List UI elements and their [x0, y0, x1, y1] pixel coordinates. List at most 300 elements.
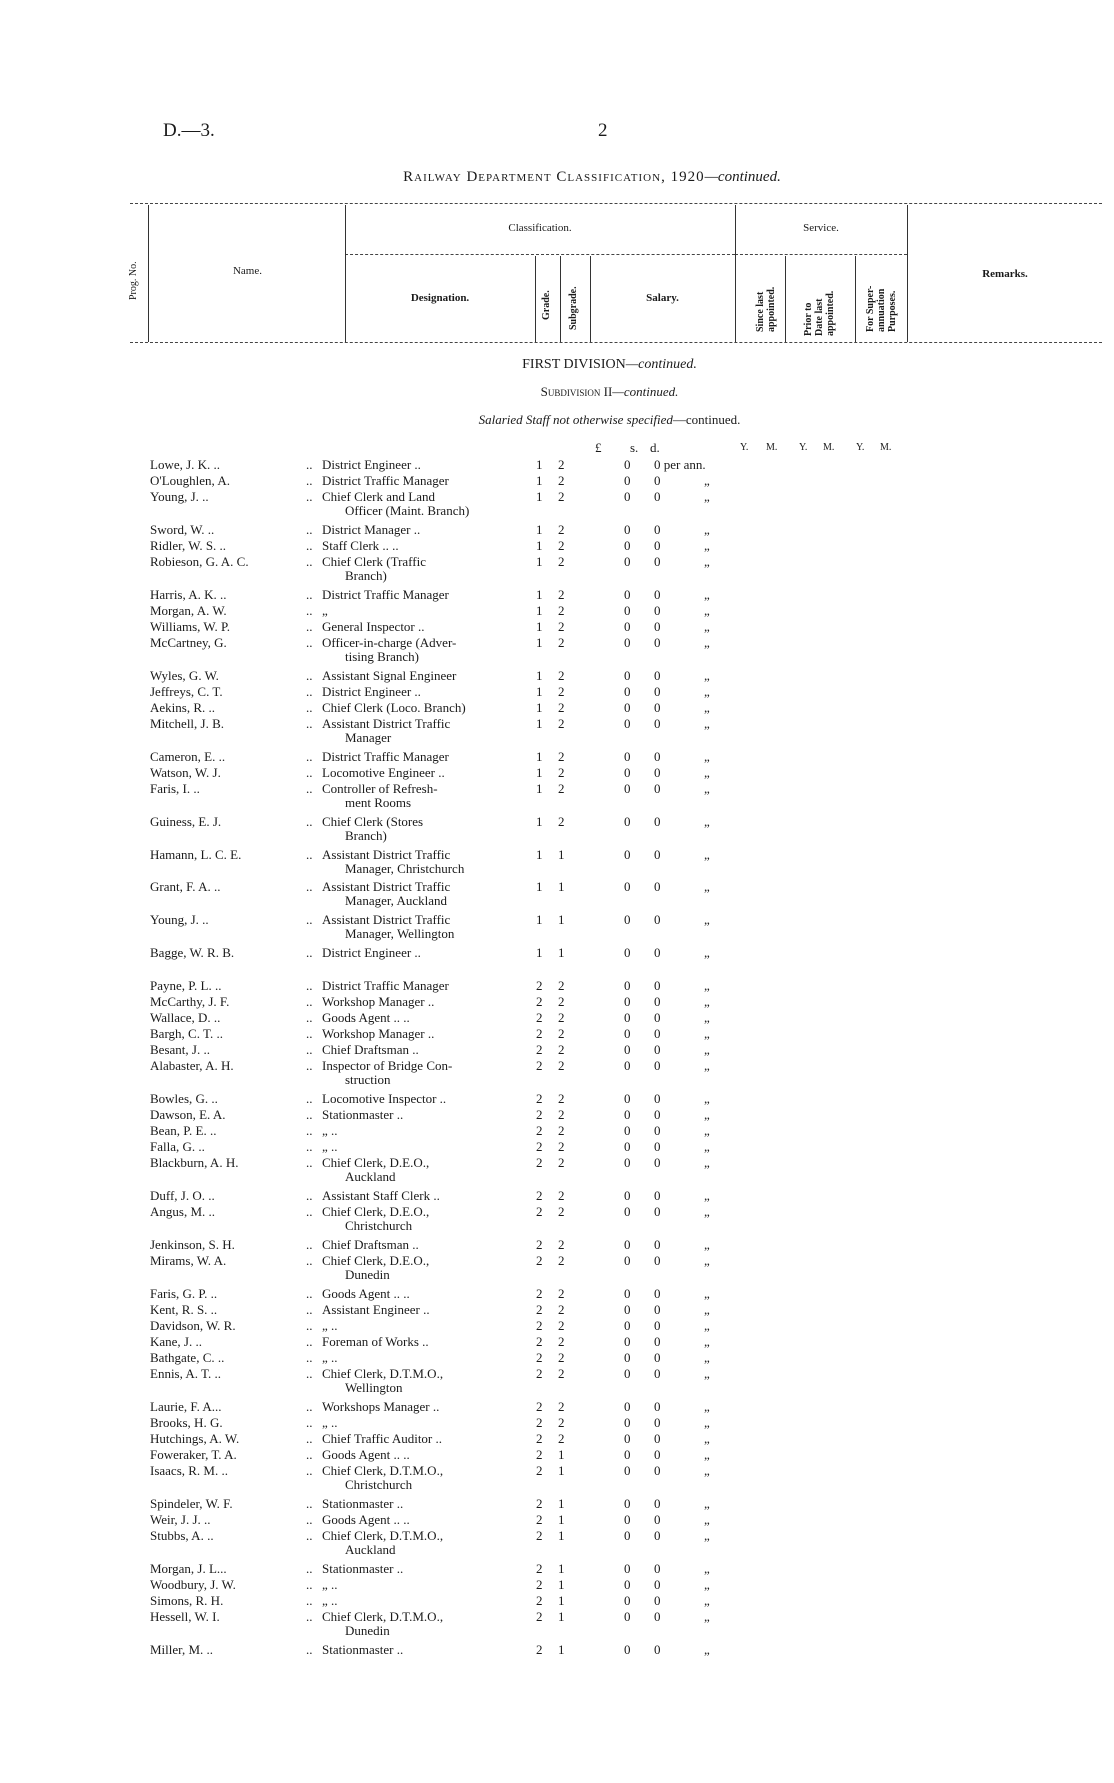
- cell-des-continuation: Officer (Maint. Branch): [345, 503, 470, 518]
- cell-g: 1: [536, 473, 543, 488]
- cell-per: „: [704, 700, 710, 715]
- leader-dots: ..: [306, 1204, 313, 1219]
- service-rule: [735, 254, 907, 255]
- unit-y2: Y.: [799, 442, 808, 453]
- cell-des: District Traffic Manager: [322, 978, 449, 993]
- cell-s: 0: [624, 912, 631, 927]
- cell-des: Assistant Signal Engineer: [322, 668, 457, 683]
- cell-des-continuation: Auckland: [345, 1169, 396, 1184]
- cell-name: Weir, J. J. ..: [150, 1512, 211, 1527]
- division-heading: [0, 357, 1114, 373]
- cell-d: 0: [654, 1528, 661, 1543]
- divider: [535, 256, 536, 342]
- cell-s: 0: [624, 1561, 631, 1576]
- cell-g: 2: [536, 1237, 543, 1252]
- cell-s: 0: [624, 1188, 631, 1203]
- cell-s: 0: [624, 668, 631, 683]
- cell-per: „: [704, 635, 710, 650]
- cell-des: District Engineer ..: [322, 457, 421, 472]
- cell-sg: 1: [558, 945, 565, 960]
- header-salary: Salary.: [646, 292, 679, 304]
- cell-des: General Inspector ..: [322, 619, 425, 634]
- cell-per: „: [704, 603, 710, 618]
- cell-name: Guiness, E. J.: [150, 814, 222, 829]
- cell-name: Wyles, G. W.: [150, 668, 219, 683]
- leader-dots: ..: [306, 1253, 313, 1268]
- cell-name: Jeffreys, C. T.: [150, 684, 223, 699]
- leader-dots: ..: [306, 1286, 313, 1301]
- leader-dots: ..: [306, 522, 313, 537]
- cell-name: Hessell, W. I.: [150, 1609, 220, 1624]
- cell-per: „: [704, 1350, 710, 1365]
- cell-sg: 1: [558, 1463, 565, 1478]
- cell-name: Kent, R. S. ..: [150, 1302, 218, 1317]
- header-for-super: For Super- annuation Purposes.: [865, 285, 898, 332]
- cell-s: 0: [624, 765, 631, 780]
- cell-s: 0: [624, 1042, 631, 1057]
- cell-g: 2: [536, 1253, 543, 1268]
- cell-sg: 2: [558, 1334, 565, 1349]
- cell-sg: 2: [558, 1318, 565, 1333]
- cell-s: 0: [624, 847, 631, 862]
- header-subgrade: Subgrade.: [568, 286, 579, 330]
- cell-name: Sword, W. ..: [150, 522, 215, 537]
- leader-dots: ..: [306, 1188, 313, 1203]
- cell-d: 0: [654, 619, 661, 634]
- leader-dots: ..: [306, 538, 313, 553]
- cell-d: 0: [654, 749, 661, 764]
- cell-sg: 2: [558, 635, 565, 650]
- cell-sg: 2: [558, 1091, 565, 1106]
- cell-s: 0: [624, 1642, 631, 1657]
- cell-s: 0: [624, 603, 631, 618]
- cell-per: „: [704, 538, 710, 553]
- cell-name: Young, J. ..: [150, 912, 209, 927]
- cell-per: „: [704, 1123, 710, 1138]
- leader-dots: ..: [306, 1107, 313, 1122]
- cell-sg: 1: [558, 1642, 565, 1657]
- leader-dots: ..: [306, 978, 313, 993]
- cell-s: 0: [624, 781, 631, 796]
- header-top-rule: [130, 203, 1102, 204]
- cell-sg: 2: [558, 619, 565, 634]
- division-text: FIRST DIVISION: [522, 357, 626, 372]
- unit-m3: M.: [880, 442, 892, 453]
- cell-s: 0: [624, 749, 631, 764]
- cell-s: 0: [624, 1091, 631, 1106]
- cell-d: 0: [654, 1496, 661, 1511]
- cell-sg: 2: [558, 1431, 565, 1446]
- cell-des: District Manager ..: [322, 522, 421, 537]
- leader-dots: ..: [306, 781, 313, 796]
- cell-des: Chief Clerk, D.T.M.O.,: [322, 1609, 444, 1624]
- cell-d: 0: [654, 1042, 661, 1057]
- leader-dots: ..: [306, 1123, 313, 1138]
- cell-s: 0: [624, 1447, 631, 1462]
- cell-per: „: [704, 1091, 710, 1106]
- cell-d: 0: [654, 603, 661, 618]
- cell-d: 0: [654, 1463, 661, 1478]
- leader-dots: ..: [306, 879, 313, 894]
- cell-per: „: [704, 1593, 710, 1608]
- divider: [855, 256, 856, 342]
- cell-sg: 1: [558, 879, 565, 894]
- cell-g: 2: [536, 1091, 543, 1106]
- cell-sg: 1: [558, 1577, 565, 1592]
- cell-name: Payne, P. L. ..: [150, 978, 222, 993]
- cell-des: Chief Draftsman ..: [322, 1042, 419, 1057]
- cell-d: 0: [654, 1415, 661, 1430]
- cell-g: 1: [536, 684, 543, 699]
- cell-s: 0: [624, 700, 631, 715]
- leader-dots: ..: [306, 1334, 313, 1349]
- cell-d: 0: [654, 1447, 661, 1462]
- cell-per: „: [704, 473, 710, 488]
- header-designation: Designation.: [410, 292, 470, 304]
- cell-des: „ ..: [322, 1318, 338, 1333]
- unit-m2: M.: [823, 442, 835, 453]
- cell-sg: 2: [558, 1302, 565, 1317]
- unit-y3: Y.: [856, 442, 865, 453]
- leader-dots: ..: [306, 1350, 313, 1365]
- cell-per: „: [704, 1528, 710, 1543]
- cell-name: Besant, J. ..: [150, 1042, 210, 1057]
- leader-dots: ..: [306, 716, 313, 731]
- cell-s: 0: [624, 1302, 631, 1317]
- cell-d: 0: [654, 781, 661, 796]
- cell-des-continuation: Manager: [345, 730, 392, 745]
- cell-per: „: [704, 684, 710, 699]
- cell-name: Falla, G. ..: [150, 1139, 205, 1154]
- cell-s: 0: [624, 1350, 631, 1365]
- leader-dots: ..: [306, 945, 313, 960]
- cell-g: 2: [536, 1577, 543, 1592]
- cell-sg: 2: [558, 1204, 565, 1219]
- cell-g: 2: [536, 1512, 543, 1527]
- cell-s: 0: [624, 1415, 631, 1430]
- cell-des: Assistant Engineer ..: [322, 1302, 430, 1317]
- leader-dots: ..: [306, 473, 313, 488]
- cell-des: Stationmaster ..: [322, 1107, 404, 1122]
- cell-sg: 2: [558, 1286, 565, 1301]
- cell-des-continuation: Wellington: [345, 1380, 403, 1395]
- leader-dots: ..: [306, 668, 313, 683]
- cell-sg: 1: [558, 847, 565, 862]
- cell-sg: 1: [558, 1496, 565, 1511]
- cell-sg: 2: [558, 1399, 565, 1414]
- cell-per: „: [704, 1253, 710, 1268]
- cell-sg: 2: [558, 684, 565, 699]
- cell-d: 0: [654, 1139, 661, 1154]
- divider: [560, 256, 561, 342]
- cell-per: „: [704, 1010, 710, 1025]
- cell-g: 1: [536, 635, 543, 650]
- cell-des-continuation: Manager, Christchurch: [345, 861, 465, 876]
- cell-name: Morgan, A. W.: [150, 603, 227, 618]
- leader-dots: ..: [306, 1155, 313, 1170]
- leader-dots: ..: [306, 1463, 313, 1478]
- cell-des: Stationmaster ..: [322, 1642, 404, 1657]
- cell-per: „: [704, 1107, 710, 1122]
- cell-des: „ ..: [322, 1139, 338, 1154]
- cell-d: 0: [654, 700, 661, 715]
- cell-sg: 2: [558, 1010, 565, 1025]
- cell-per: „: [704, 1463, 710, 1478]
- header-grade: Grade.: [541, 290, 552, 320]
- cell-s: 0: [624, 1528, 631, 1543]
- cell-d: 0: [654, 1609, 661, 1624]
- cell-des-continuation: tising Branch): [345, 649, 420, 664]
- cell-per: „: [704, 1286, 710, 1301]
- cell-per: „: [704, 554, 710, 569]
- cell-per: „: [704, 1155, 710, 1170]
- cell-s: 0: [624, 1286, 631, 1301]
- unit-y1: Y.: [740, 442, 749, 453]
- cell-per: „: [704, 489, 710, 504]
- cell-g: 2: [536, 1593, 543, 1608]
- cell-sg: 2: [558, 1058, 565, 1073]
- cell-name: Brooks, H. G.: [150, 1415, 223, 1430]
- cell-g: 1: [536, 945, 543, 960]
- cell-s: 0: [624, 1058, 631, 1073]
- cell-name: Spindeler, W. F.: [150, 1496, 233, 1511]
- title-suffix: —continued.: [704, 169, 781, 185]
- cell-g: 2: [536, 1415, 543, 1430]
- cell-name: Faris, G. P. ..: [150, 1286, 218, 1301]
- cell-s: 0: [624, 1334, 631, 1349]
- cell-sg: 2: [558, 814, 565, 829]
- cell-per: „: [704, 1334, 710, 1349]
- leader-dots: ..: [306, 1010, 313, 1025]
- cell-des-continuation: Branch): [345, 828, 387, 843]
- cell-des: Chief Clerk (Loco. Branch): [322, 700, 466, 715]
- cell-per: „: [704, 765, 710, 780]
- cell-s: 0: [624, 587, 631, 602]
- page-number: 2: [598, 120, 608, 141]
- cell-sg: 1: [558, 1609, 565, 1624]
- leader-dots: ..: [306, 1561, 313, 1576]
- cell-s: 0: [624, 538, 631, 553]
- cell-d: 0: [654, 1010, 661, 1025]
- cell-d: 0: [654, 1123, 661, 1138]
- cell-sg: 2: [558, 1237, 565, 1252]
- cell-sg: 2: [558, 1366, 565, 1381]
- leader-dots: ..: [306, 635, 313, 650]
- group-heading: [0, 412, 1114, 428]
- cell-des: Chief Clerk, D.E.O.,: [322, 1204, 430, 1219]
- cell-per: „: [704, 668, 710, 683]
- cell-s: 0: [624, 994, 631, 1009]
- cell-sg: 2: [558, 1139, 565, 1154]
- cell-sg: 2: [558, 700, 565, 715]
- cell-d: 0: [654, 1642, 661, 1657]
- cell-d: 0: [654, 1318, 661, 1333]
- cell-name: Bean, P. E. ..: [150, 1123, 217, 1138]
- cell-g: 2: [536, 994, 543, 1009]
- cell-s: 0: [624, 1155, 631, 1170]
- cell-g: 1: [536, 587, 543, 602]
- leader-dots: ..: [306, 1366, 313, 1381]
- cell-s: 0: [624, 457, 631, 472]
- cell-name: Alabaster, A. H.: [150, 1058, 234, 1073]
- cell-sg: 1: [558, 1447, 565, 1462]
- leader-dots: ..: [306, 1042, 313, 1057]
- cell-g: 1: [536, 538, 543, 553]
- cell-name: Blackburn, A. H.: [150, 1155, 239, 1170]
- cell-des: Chief Clerk, D.E.O.,: [322, 1253, 430, 1268]
- leader-dots: ..: [306, 1091, 313, 1106]
- cell-name: Kane, J. ..: [150, 1334, 202, 1349]
- cell-sg: 2: [558, 749, 565, 764]
- leader-dots: ..: [306, 1058, 313, 1073]
- cell-s: 0: [624, 684, 631, 699]
- cell-des: „ ..: [322, 1350, 338, 1365]
- cell-d: 0: [654, 1091, 661, 1106]
- cell-des: Goods Agent .. ..: [322, 1512, 410, 1527]
- cell-d: 0: [654, 473, 661, 488]
- cell-d: 0: [654, 1593, 661, 1608]
- cell-des: Assistant District Traffic: [322, 912, 451, 927]
- cell-name: Foweraker, T. A.: [150, 1447, 237, 1462]
- cell-des-continuation: Manager, Wellington: [345, 926, 455, 941]
- cell-g: 2: [536, 1010, 543, 1025]
- cell-s: 0: [624, 814, 631, 829]
- cell-per: „: [704, 1366, 710, 1381]
- leader-dots: ..: [306, 700, 313, 715]
- cell-sg: 2: [558, 1107, 565, 1122]
- cell-g: 2: [536, 1302, 543, 1317]
- cell-s: 0: [624, 1512, 631, 1527]
- cell-des: Locomotive Inspector ..: [322, 1091, 447, 1106]
- cell-des: Assistant Staff Clerk ..: [322, 1188, 440, 1203]
- cell-name: Robieson, G. A. C.: [150, 554, 249, 569]
- cell-g: 2: [536, 1399, 543, 1414]
- cell-per: „: [704, 1058, 710, 1073]
- cell-sg: 2: [558, 1350, 565, 1365]
- header-name: Name.: [232, 265, 262, 277]
- cell-s: 0: [624, 1318, 631, 1333]
- cell-name: Angus, M. ..: [150, 1204, 216, 1219]
- unit-pounds: £: [595, 440, 602, 455]
- cell-per: „: [704, 1042, 710, 1057]
- cell-per: „: [704, 1188, 710, 1203]
- title-text: Railway Department Classification, 1920: [403, 169, 705, 185]
- cell-des: Locomotive Engineer ..: [322, 765, 445, 780]
- cell-g: 2: [536, 1528, 543, 1543]
- cell-sg: 2: [558, 1155, 565, 1170]
- cell-des: Workshop Manager ..: [322, 994, 435, 1009]
- cell-des: District Engineer ..: [322, 945, 421, 960]
- cell-d: 0: [654, 1350, 661, 1365]
- cell-sg: 2: [558, 765, 565, 780]
- leader-dots: ..: [306, 1026, 313, 1041]
- cell-per: „: [704, 1447, 710, 1462]
- cell-des-continuation: struction: [345, 1072, 391, 1087]
- cell-d: 0: [654, 668, 661, 683]
- cell-sg: 2: [558, 538, 565, 553]
- cell-per: „: [704, 1642, 710, 1657]
- cell-des: Chief Clerk, D.T.M.O.,: [322, 1366, 444, 1381]
- leader-dots: ..: [306, 554, 313, 569]
- cell-g: 2: [536, 1107, 543, 1122]
- cell-s: 0: [624, 1366, 631, 1381]
- cell-g: 1: [536, 489, 543, 504]
- cell-name: McCarthy, J. F.: [150, 994, 230, 1009]
- cell-sg: 2: [558, 1123, 565, 1138]
- leader-dots: ..: [306, 1609, 313, 1624]
- cell-des: District Traffic Manager: [322, 473, 449, 488]
- divider: [148, 205, 149, 342]
- leader-dots: ..: [306, 1415, 313, 1430]
- cell-des: Assistant District Traffic: [322, 716, 451, 731]
- cell-g: 2: [536, 1139, 543, 1154]
- cell-per: „: [704, 1026, 710, 1041]
- cell-per: „: [704, 1609, 710, 1624]
- cell-name: Ennis, A. T. ..: [150, 1366, 222, 1381]
- divider: [907, 205, 908, 342]
- leader-dots: ..: [306, 1302, 313, 1317]
- cell-d: 0: [654, 1155, 661, 1170]
- cell-g: 2: [536, 978, 543, 993]
- cell-g: 1: [536, 912, 543, 927]
- cell-des: Workshop Manager ..: [322, 1026, 435, 1041]
- cell-name: Bagge, W. R. B.: [150, 945, 235, 960]
- cell-name: Duff, J. O. ..: [150, 1188, 215, 1203]
- cell-name: Harris, A. K. ..: [150, 587, 227, 602]
- cell-name: Williams, W. P.: [150, 619, 231, 634]
- cell-per: „: [704, 1302, 710, 1317]
- cell-d: 0: [654, 1577, 661, 1592]
- cell-d: 0: [654, 1512, 661, 1527]
- cell-des-continuation: Christchurch: [345, 1218, 413, 1233]
- cell-g: 2: [536, 1318, 543, 1333]
- subdivision-text: Subdivision II: [540, 384, 613, 399]
- cell-per: „: [704, 879, 710, 894]
- cell-des-continuation: Manager, Auckland: [345, 893, 448, 908]
- leader-dots: ..: [306, 489, 313, 504]
- cell-per: „: [704, 1415, 710, 1430]
- cell-s: 0: [624, 879, 631, 894]
- leader-dots: ..: [306, 684, 313, 699]
- cell-sg: 2: [558, 1415, 565, 1430]
- cell-g: 2: [536, 1188, 543, 1203]
- group-suffix: —continued.: [672, 412, 741, 427]
- leader-dots: ..: [306, 1642, 313, 1657]
- cell-sg: 2: [558, 473, 565, 488]
- division-suffix: —continued.: [625, 357, 697, 372]
- cell-des: Chief Clerk and Land: [322, 489, 435, 504]
- cell-des-continuation: Christchurch: [345, 1477, 413, 1492]
- cell-name: Young, J. ..: [150, 489, 209, 504]
- cell-g: 2: [536, 1204, 543, 1219]
- header-service: Service.: [803, 222, 839, 234]
- cell-g: 2: [536, 1366, 543, 1381]
- cell-s: 0: [624, 945, 631, 960]
- cell-d: 0: [654, 1204, 661, 1219]
- cell-per: „: [704, 978, 710, 993]
- cell-per: „: [704, 1512, 710, 1527]
- cell-per: „: [704, 1561, 710, 1576]
- cell-s: 0: [624, 554, 631, 569]
- header-bottom-rule: [130, 342, 1102, 343]
- cell-d: 0: [654, 1253, 661, 1268]
- cell-des-continuation: Auckland: [345, 1542, 396, 1557]
- cell-d: 0: [654, 994, 661, 1009]
- cell-des: Assistant District Traffic: [322, 847, 451, 862]
- cell-g: 1: [536, 554, 543, 569]
- cell-d: 0: [654, 635, 661, 650]
- cell-s: 0: [624, 1463, 631, 1478]
